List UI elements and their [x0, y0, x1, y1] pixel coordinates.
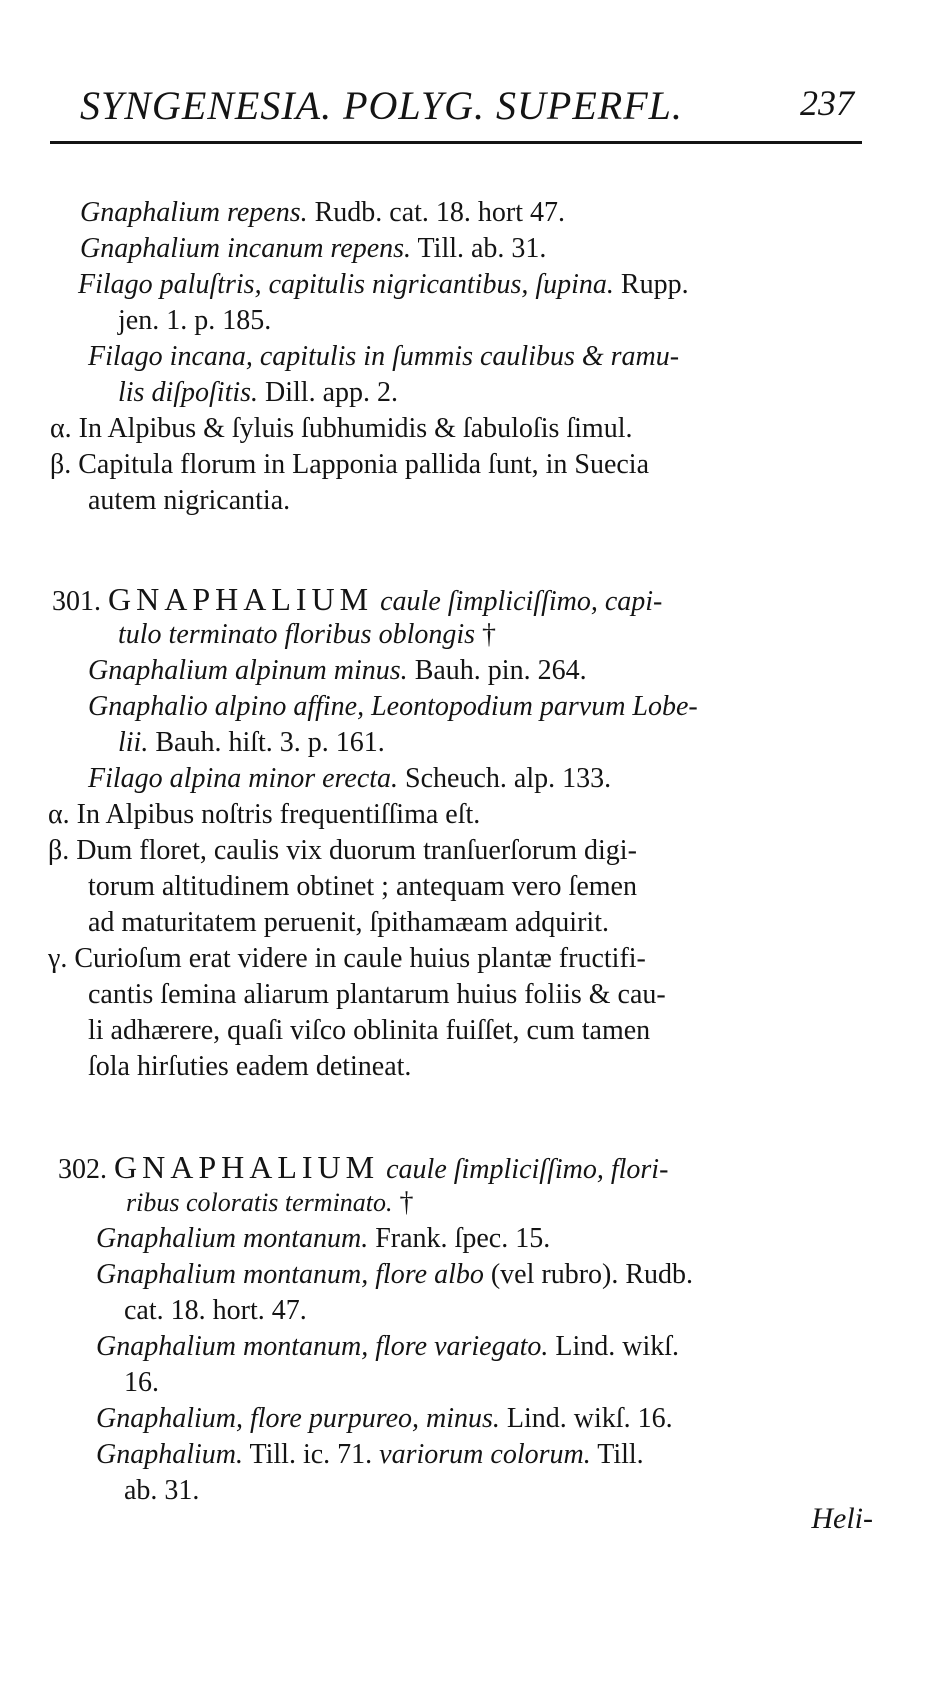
text-run: caule ſimpliciſſimo, capi- — [373, 586, 663, 617]
text-line — [96, 1438, 644, 1472]
text-run: Till. ab. 31. — [411, 233, 547, 264]
text-run: Gnaphalium montanum. — [96, 1223, 369, 1254]
text-run: GNAPHALIUM — [114, 1149, 380, 1185]
text-run: Dill. app. 2. — [258, 377, 399, 408]
text-run: variorum colorum. — [379, 1439, 591, 1470]
text-line — [124, 1366, 159, 1400]
text-run: α. In Alpibus & ſyluis ſubhumidis & ſabuloſis ſimul. — [50, 413, 633, 444]
text-line — [88, 654, 587, 688]
text-run: ad maturitatem peruenit, ſpithamæam adquirit. — [88, 907, 609, 938]
text-run: li adhærere, quaſi viſco oblinita fuiſſet, cum tamen — [88, 1015, 651, 1046]
text-run: γ. Curioſum erat videre in caule huius plantæ fructifi- — [48, 943, 646, 974]
text-line — [96, 1222, 550, 1256]
text-line — [118, 726, 385, 760]
text-run: ſola hirſuties eadem detineat. — [88, 1051, 412, 1082]
text-run: Scheuch. alp. 133. — [398, 763, 612, 794]
text-line — [88, 870, 637, 904]
text-line — [88, 978, 666, 1012]
text-line — [118, 304, 271, 338]
text-run: Gnaphalium. — [96, 1439, 243, 1470]
text-run: Gnaphalio alpino affine, Leontopodium parvum Lobe- — [88, 691, 698, 722]
text-run: † — [392, 1187, 414, 1218]
text-run: Lind. wikſ. 16. — [499, 1403, 673, 1434]
text-run: Till. — [590, 1439, 644, 1470]
text-run: Filago alpina minor erecta. — [88, 763, 399, 794]
text-line — [48, 942, 646, 976]
text-line — [50, 412, 633, 446]
text-run: β. Dum floret, caulis vix duorum tranſuerſorum digi- — [48, 835, 637, 866]
text-run: jen. 1. p. 185. — [118, 305, 272, 336]
text-line — [118, 376, 398, 410]
text-run: Gnaphalium incanum repens. — [80, 233, 412, 264]
text-run: ab. 31. — [124, 1475, 200, 1506]
text-run: caule ſimpliciſſimo, flori- — [379, 1154, 669, 1185]
text-run: torum altitudinem obtinet ; antequam vero ſemen — [88, 871, 637, 902]
text-line — [118, 618, 496, 652]
text-run: 16. — [124, 1367, 159, 1398]
text-line — [96, 1330, 679, 1364]
running-title: SYNGENESIA. POLYG. SUPERFL. — [80, 83, 683, 128]
text-run: Bauh. pin. 264. — [407, 655, 587, 686]
text-line — [88, 906, 609, 940]
text-run: lii. — [118, 727, 149, 758]
page-header — [50, 60, 862, 144]
text-line — [48, 834, 637, 868]
text-run: Bauh. hiſt. 3. p. 161. — [148, 727, 385, 758]
text-line — [96, 1402, 673, 1436]
text-run: Till. ic. 71. — [243, 1439, 380, 1470]
page-number: 237 — [800, 83, 854, 123]
text-run: ribus coloratis terminato. — [126, 1188, 393, 1217]
text-run: Frank. ſpec. 15. — [368, 1223, 551, 1254]
text-line — [48, 798, 480, 832]
text-line — [88, 690, 698, 724]
text-run: Rupp. — [613, 269, 689, 300]
text-line — [126, 1186, 414, 1220]
text-line — [124, 1294, 307, 1328]
text-run: Gnaphalium montanum, flore variegato. — [96, 1331, 549, 1362]
text-line — [52, 582, 662, 619]
text-run: Gnaphalium alpinum minus. — [88, 655, 408, 686]
text-run: Gnaphalium repens. — [80, 197, 308, 228]
text-run: Lind. wikſ. — [548, 1331, 680, 1362]
text-line — [80, 196, 565, 230]
text-run: 302. — [58, 1154, 114, 1185]
text-run: α. In Alpibus noſtris frequentiſſima eſt. — [48, 799, 481, 830]
text-run: cat. 18. hort. 47. — [124, 1295, 307, 1326]
text-line — [96, 1258, 693, 1292]
catchword: Heli- — [811, 1502, 873, 1535]
text-run: Gnaphalium, flore purpureo, minus. — [96, 1403, 500, 1434]
text-line — [50, 448, 649, 482]
text-line — [88, 762, 611, 796]
text-line — [88, 484, 290, 518]
text-line — [88, 1050, 411, 1084]
text-line — [124, 1474, 199, 1508]
text-run: autem nigricantia. — [88, 485, 291, 516]
text-line — [88, 1014, 650, 1048]
text-line — [80, 232, 546, 266]
text-run: Rudb. cat. 18. hort 47. — [307, 197, 566, 228]
text-run: Gnaphalium montanum, flore albo — [96, 1259, 484, 1290]
header-rule — [50, 141, 862, 144]
text-line — [58, 1150, 668, 1187]
text-run: (vel rubro). Rudb. — [483, 1259, 694, 1290]
text-line — [88, 340, 679, 374]
text-run: Filago incana, capitulis in ſummis caulibus & ramu- — [88, 341, 680, 372]
text-run: lis diſpoſitis. — [118, 377, 259, 408]
text-run: 301. — [52, 586, 108, 617]
text-line — [78, 268, 689, 302]
text-run: † — [475, 619, 497, 650]
text-run: tulo terminato floribus oblongis — [118, 619, 476, 650]
text-run: β. Capitula florum in Lapponia pallida ſunt, in Suecia — [50, 449, 650, 480]
text-run: cantis ſemina aliarum plantarum huius foliis & cau- — [88, 979, 666, 1010]
text-run: GNAPHALIUM — [108, 581, 374, 617]
text-run: Filago paluſtris, capitulis nigricantibus, ſupina. — [78, 269, 614, 300]
